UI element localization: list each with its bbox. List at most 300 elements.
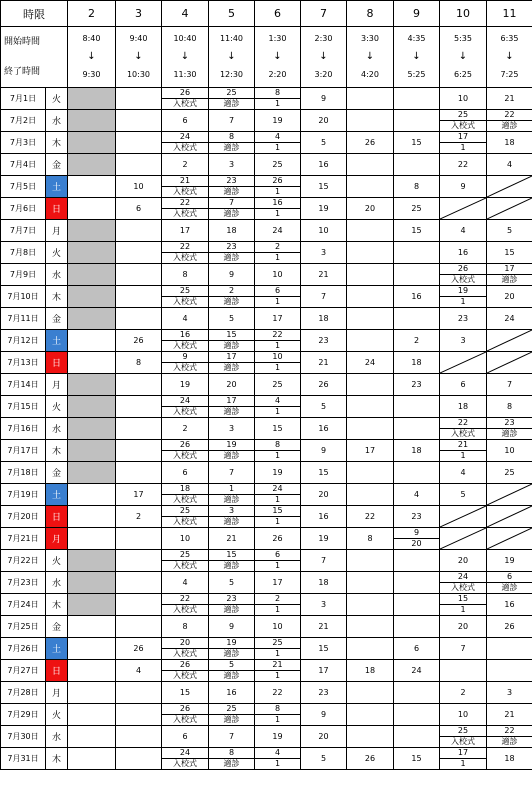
- day-row: [1, 198, 532, 220]
- empty-cell: [116, 440, 162, 462]
- cell-value: 17: [133, 490, 144, 499]
- cell-value: 24: [272, 226, 283, 235]
- value-cell: [162, 572, 209, 594]
- weekday-cell: 木: [46, 748, 68, 770]
- value-cell: [394, 198, 440, 220]
- day-row: [1, 418, 532, 440]
- end-time: 4:20: [361, 70, 379, 79]
- split-cell: [440, 440, 487, 462]
- cell-value: 24: [504, 314, 515, 323]
- cell-value: 7: [228, 468, 235, 477]
- split-top: 6: [274, 286, 281, 295]
- split-bottom: 1: [255, 648, 300, 659]
- split-cell: [255, 660, 301, 682]
- split-top: 8: [274, 704, 281, 713]
- split-cell: [440, 594, 487, 616]
- split-bottom: 1: [255, 208, 300, 219]
- empty-cell: [116, 550, 162, 572]
- empty-cell: [394, 154, 440, 176]
- cell-value: 25: [272, 380, 283, 389]
- split-top: 22: [272, 330, 283, 339]
- value-cell: [116, 352, 162, 374]
- split-top: 25: [457, 726, 469, 735]
- period-header: 8: [347, 1, 394, 27]
- cell-value: 23: [318, 688, 329, 697]
- cell-value: 15: [179, 688, 191, 697]
- split-top: 23: [226, 176, 237, 185]
- split-top: 26: [457, 264, 469, 273]
- cell-value: 24: [364, 358, 376, 367]
- split-top: 4: [274, 396, 281, 405]
- value-cell: [162, 264, 209, 286]
- value-cell: [487, 440, 532, 462]
- split-cell: [255, 88, 301, 110]
- split-cell: [209, 638, 255, 660]
- cell-value: 17: [179, 226, 191, 235]
- empty-cell: [394, 616, 440, 638]
- cell-value: 10: [133, 182, 144, 191]
- empty-cell: [116, 308, 162, 330]
- cell-value: 19: [504, 556, 515, 565]
- split-top: 1: [228, 484, 235, 493]
- period-time: [68, 27, 116, 88]
- split-top: 22: [179, 198, 191, 207]
- split-cell: [162, 748, 209, 770]
- cell-value: 9: [228, 270, 235, 279]
- split-top: 22: [457, 418, 469, 427]
- arrow-down-icon: ↓: [319, 51, 328, 62]
- split-bottom: 入校式: [162, 670, 208, 681]
- end-time: 2:20: [268, 70, 287, 79]
- cell-value: 4: [460, 468, 466, 477]
- cell-value: 22: [364, 512, 376, 521]
- value-cell: [440, 616, 487, 638]
- empty-cell: [116, 616, 162, 638]
- cell-value: 25: [411, 204, 422, 213]
- weekday-cell: 金: [46, 308, 68, 330]
- split-cell: [255, 176, 301, 198]
- empty-cell: [116, 748, 162, 770]
- start-time: 3:30: [361, 34, 379, 43]
- split-top: 23: [504, 418, 515, 427]
- cell-value: 5: [228, 578, 235, 587]
- value-cell: [440, 154, 487, 176]
- empty-cell: [347, 594, 394, 616]
- split-top: 2: [274, 594, 281, 603]
- split-top: 16: [179, 330, 191, 339]
- value-cell: [301, 264, 347, 286]
- cell-value: 5: [506, 226, 513, 235]
- split-cell: [209, 440, 255, 462]
- split-cell: [162, 88, 209, 110]
- split-cell: [440, 264, 487, 286]
- split-bottom: 適診: [209, 142, 254, 153]
- split-top: 23: [226, 242, 237, 251]
- day-row: [1, 352, 532, 374]
- period-time: [347, 27, 394, 88]
- empty-cell: [347, 242, 394, 264]
- split-cell: [255, 286, 301, 308]
- diagonal-slash-icon: [440, 528, 486, 549]
- value-cell: [394, 374, 440, 396]
- value-cell: [255, 616, 301, 638]
- value-cell: [487, 748, 532, 770]
- value-cell: [209, 418, 255, 440]
- unavailable-cell: [68, 440, 116, 462]
- split-bottom: 1: [255, 362, 300, 373]
- diagonal-slash-icon: [487, 198, 532, 219]
- date-cell: 7月27日: [1, 660, 46, 682]
- split-top: 17: [226, 352, 237, 361]
- weekday-cell: 土: [46, 176, 68, 198]
- empty-cell: [347, 462, 394, 484]
- period-header: 6: [255, 1, 301, 27]
- day-row: [1, 264, 532, 286]
- cell-value: 17: [272, 578, 283, 587]
- split-bottom: 1: [255, 296, 300, 307]
- split-cell: [255, 704, 301, 726]
- date-cell: 7月28日: [1, 682, 46, 704]
- weekday-cell: 木: [46, 594, 68, 616]
- value-cell: [255, 726, 301, 748]
- unavailable-cell: [68, 308, 116, 330]
- split-bottom: 1: [255, 560, 300, 571]
- empty-cell: [68, 704, 116, 726]
- day-row: [1, 88, 532, 110]
- date-cell: 7月5日: [1, 176, 46, 198]
- split-bottom: 入校式: [162, 208, 208, 219]
- cell-value: 15: [411, 138, 422, 147]
- value-cell: [209, 726, 255, 748]
- split-cell: [255, 484, 301, 506]
- cell-value: 18: [226, 226, 237, 235]
- split-top: 8: [274, 88, 281, 97]
- cell-value: 2: [182, 424, 188, 433]
- value-cell: [162, 682, 209, 704]
- cell-value: 8: [135, 358, 142, 367]
- value-cell: [301, 374, 347, 396]
- date-cell: 7月23日: [1, 572, 46, 594]
- value-cell: [162, 220, 209, 242]
- weekday-cell: 月: [46, 682, 68, 704]
- split-top: 19: [226, 638, 237, 647]
- unavailable-cell: [68, 264, 116, 286]
- period-time: [255, 27, 301, 88]
- weekday-cell: 水: [46, 726, 68, 748]
- diagonal-slash-icon: [440, 352, 486, 373]
- cell-value: 16: [457, 248, 469, 257]
- cell-value: 7: [506, 380, 513, 389]
- split-top: 22: [504, 726, 515, 735]
- split-bottom: 適診: [209, 450, 254, 461]
- cell-value: 10: [272, 270, 283, 279]
- split-bottom: 1: [255, 98, 300, 109]
- empty-cell: [116, 594, 162, 616]
- date-cell: 7月10日: [1, 286, 46, 308]
- empty-cell: [347, 88, 394, 110]
- cell-value: 20: [318, 490, 329, 499]
- split-cell: [209, 748, 255, 770]
- value-cell: [487, 154, 532, 176]
- value-cell: [209, 154, 255, 176]
- empty-cell: [68, 198, 116, 220]
- cell-value: 16: [318, 512, 329, 521]
- value-cell: [394, 330, 440, 352]
- value-cell: [394, 176, 440, 198]
- cell-value: 17: [364, 446, 376, 455]
- cell-value: 15: [411, 754, 422, 763]
- cell-value: 23: [411, 380, 422, 389]
- value-cell: [487, 550, 532, 572]
- empty-cell: [487, 660, 532, 682]
- cell-value: 8: [182, 622, 188, 631]
- arrow-down-icon: ↓: [227, 51, 236, 62]
- empty-cell: [394, 88, 440, 110]
- empty-cell: [116, 418, 162, 440]
- diagonal-slash-icon: [440, 198, 486, 219]
- day-row: [1, 440, 532, 462]
- split-cell: [209, 198, 255, 220]
- split-cell: [255, 550, 301, 572]
- split-cell: [162, 242, 209, 264]
- unavailable-cell: [68, 286, 116, 308]
- empty-cell: [116, 704, 162, 726]
- cell-value: 18: [364, 666, 376, 675]
- split-top: 23: [226, 594, 237, 603]
- value-cell: [394, 484, 440, 506]
- split-top: 25: [272, 638, 283, 647]
- value-cell: [301, 660, 347, 682]
- split-cell: [487, 110, 532, 132]
- empty-cell: [116, 682, 162, 704]
- split-cell: [162, 396, 209, 418]
- split-cell: [162, 176, 209, 198]
- split-cell: [162, 132, 209, 154]
- end-time: 10:30: [126, 70, 151, 79]
- weekday-cell: 木: [46, 440, 68, 462]
- split-top: 19: [457, 286, 469, 295]
- split-top: 17: [504, 264, 515, 273]
- split-cell: [162, 704, 209, 726]
- split-bottom: 適診: [487, 274, 532, 285]
- date-cell: 7月7日: [1, 220, 46, 242]
- value-cell: [209, 264, 255, 286]
- split-top: 24: [179, 396, 191, 405]
- split-top: 26: [179, 660, 191, 669]
- value-cell: [487, 594, 532, 616]
- empty-cell: [116, 88, 162, 110]
- day-row: [1, 154, 532, 176]
- cell-value: 23: [411, 512, 422, 521]
- cell-value: 3: [228, 424, 235, 433]
- value-cell: [162, 110, 209, 132]
- split-top: 8: [274, 440, 281, 449]
- split-cell: [162, 484, 209, 506]
- empty-cell: [394, 572, 440, 594]
- value-cell: [301, 396, 347, 418]
- split-bottom: 1: [440, 604, 486, 615]
- cell-value: 19: [272, 732, 283, 741]
- value-cell: [255, 682, 301, 704]
- weekday-cell: 月: [46, 374, 68, 396]
- value-cell: [301, 682, 347, 704]
- value-cell: [209, 220, 255, 242]
- split-bottom: 適診: [209, 516, 254, 527]
- empty-cell: [116, 242, 162, 264]
- cell-value: 7: [320, 556, 327, 565]
- value-cell: [440, 704, 487, 726]
- cell-value: 21: [318, 270, 329, 279]
- cell-value: 6: [135, 204, 142, 213]
- split-bottom: 適診: [209, 340, 254, 351]
- value-cell: [301, 242, 347, 264]
- split-cell: [255, 396, 301, 418]
- split-bottom: 入校式: [162, 758, 208, 769]
- end-time: 12:30: [219, 70, 244, 79]
- cell-value: 5: [320, 402, 327, 411]
- day-row: [1, 330, 532, 352]
- split-bottom: 入校式: [162, 186, 208, 197]
- value-cell: [440, 396, 487, 418]
- empty-cell: [394, 242, 440, 264]
- value-cell: [209, 616, 255, 638]
- split-bottom: 適診: [209, 758, 254, 769]
- split-bottom: 1: [255, 450, 300, 461]
- cell-value: 16: [318, 160, 329, 169]
- value-cell: [487, 242, 532, 264]
- value-cell: [440, 330, 487, 352]
- empty-cell: [347, 726, 394, 748]
- value-cell: [162, 616, 209, 638]
- date-cell: 7月1日: [1, 88, 46, 110]
- split-bottom: 入校式: [162, 142, 208, 153]
- value-cell: [209, 462, 255, 484]
- split-top: 20: [179, 638, 191, 647]
- cell-value: 26: [272, 534, 283, 543]
- value-cell: [487, 220, 532, 242]
- cell-value: 9: [460, 182, 466, 191]
- value-cell: [301, 352, 347, 374]
- split-top: 24: [179, 748, 191, 757]
- value-cell: [209, 572, 255, 594]
- value-cell: [394, 748, 440, 770]
- cell-value: 6: [460, 380, 466, 389]
- value-cell: [301, 440, 347, 462]
- value-cell: [347, 132, 394, 154]
- diagonal-slash-icon: [487, 176, 532, 197]
- cell-value: 16: [318, 424, 329, 433]
- split-bottom: 適診: [487, 582, 532, 593]
- weekday-cell: 水: [46, 264, 68, 286]
- cell-value: 8: [367, 534, 373, 543]
- split-top: 17: [457, 748, 469, 757]
- value-cell: [116, 484, 162, 506]
- weekday-cell: 日: [46, 352, 68, 374]
- period-header: 9: [394, 1, 440, 27]
- cell-value: 17: [318, 666, 329, 675]
- value-cell: [487, 132, 532, 154]
- value-cell: [301, 572, 347, 594]
- cell-value: 2: [413, 336, 420, 345]
- value-cell: [301, 220, 347, 242]
- cell-value: 21: [504, 710, 515, 719]
- empty-cell: [116, 374, 162, 396]
- cell-value: 20: [504, 292, 515, 301]
- value-cell: [487, 88, 532, 110]
- end-time: 7:25: [500, 70, 519, 79]
- value-cell: [440, 682, 487, 704]
- split-cell: [487, 572, 532, 594]
- weekday-cell: 月: [46, 220, 68, 242]
- cell-value: 19: [179, 380, 191, 389]
- empty-cell: [68, 638, 116, 660]
- split-cell: [255, 638, 301, 660]
- split-cell: [209, 176, 255, 198]
- value-cell: [394, 660, 440, 682]
- empty-cell: [347, 484, 394, 506]
- split-top: 25: [179, 286, 191, 295]
- start-time: 8:40: [82, 34, 101, 43]
- cell-value: 10: [179, 534, 191, 543]
- split-top: 8: [228, 132, 235, 141]
- value-cell: [301, 418, 347, 440]
- split-bottom: 入校式: [162, 252, 208, 263]
- day-row: [1, 132, 532, 154]
- split-top: 5: [228, 660, 235, 669]
- split-bottom: 適診: [487, 120, 532, 131]
- value-cell: [301, 154, 347, 176]
- cell-value: 18: [504, 754, 515, 763]
- value-cell: [301, 176, 347, 198]
- period-time: [301, 27, 347, 88]
- cell-value: 15: [318, 644, 329, 653]
- cell-value: 21: [226, 534, 237, 543]
- value-cell: [301, 462, 347, 484]
- cell-value: 19: [272, 116, 283, 125]
- value-cell: [116, 330, 162, 352]
- value-cell: [347, 748, 394, 770]
- cell-value: 22: [457, 160, 469, 169]
- date-cell: 7月13日: [1, 352, 46, 374]
- split-cell: [162, 330, 209, 352]
- unavailable-cell: [68, 88, 116, 110]
- arrow-down-icon: ↓: [458, 51, 468, 62]
- split-cell: [209, 286, 255, 308]
- date-cell: 7月2日: [1, 110, 46, 132]
- value-cell: [116, 506, 162, 528]
- start-time-label: 開始時間: [4, 37, 41, 47]
- cell-value: 26: [364, 754, 376, 763]
- period-header: 10: [440, 1, 487, 27]
- no-class-slash-cell: [487, 506, 532, 528]
- split-cell: [209, 88, 255, 110]
- weekday-cell: 水: [46, 418, 68, 440]
- cell-value: 24: [411, 666, 422, 675]
- day-row: [1, 572, 532, 594]
- split-cell: [440, 418, 487, 440]
- empty-cell: [347, 396, 394, 418]
- cell-value: 6: [182, 732, 188, 741]
- split-top: 26: [272, 176, 283, 185]
- cell-value: 25: [504, 468, 515, 477]
- value-cell: [301, 506, 347, 528]
- day-row: [1, 506, 532, 528]
- split-bottom: 入校式: [162, 714, 208, 725]
- date-cell: 7月16日: [1, 418, 46, 440]
- split-cell: [255, 242, 301, 264]
- split-cell: [162, 506, 209, 528]
- value-cell: [347, 506, 394, 528]
